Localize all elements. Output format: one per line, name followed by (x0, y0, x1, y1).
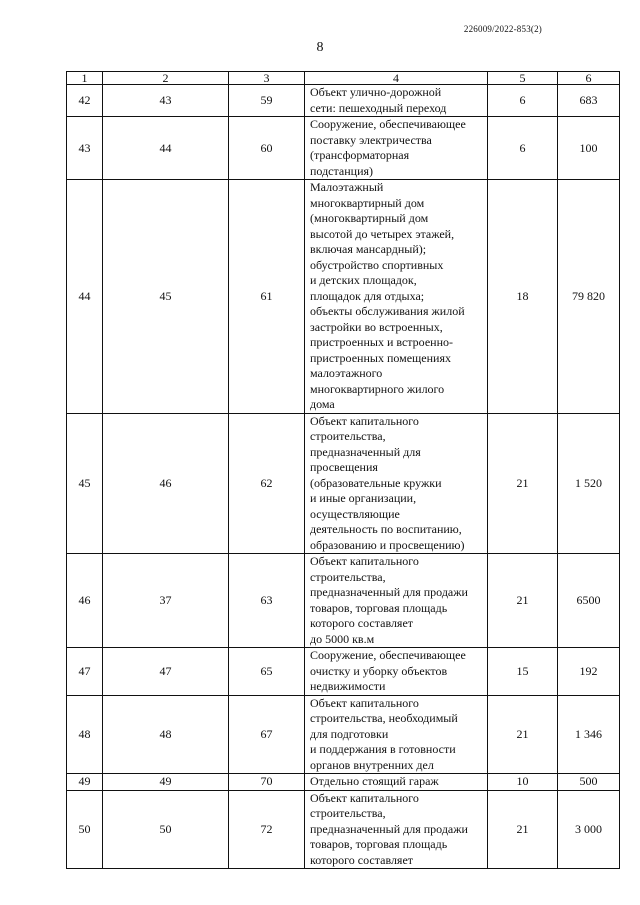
column-2-cell: 48 (103, 695, 229, 774)
column-3-cell: 63 (229, 554, 305, 648)
description-cell (305, 695, 488, 774)
description-line: строительства, (310, 429, 386, 443)
description-cell (305, 554, 488, 648)
description-line: очистку и уборку объектов (310, 663, 448, 678)
header-row (67, 72, 620, 85)
area-value-cell: 500 (558, 774, 620, 791)
description-line: многоквартирный дом (310, 195, 425, 210)
description-line: для подготовки (310, 726, 389, 741)
column-5-cell: 21 (488, 554, 558, 648)
description-line: Отдельно стоящий гараж (310, 774, 439, 788)
row-number-cell: 47 (67, 648, 103, 696)
description-line: которого составляет (310, 852, 414, 867)
description-line: органов внутренних дел (310, 757, 434, 772)
description-line: предназначенный для продажи (310, 821, 468, 836)
area-value-cell: 1 520 (558, 413, 620, 554)
table-row (67, 117, 620, 180)
column-3-cell: 67 (229, 695, 305, 774)
column-2-cell: 50 (103, 790, 229, 869)
description-line: объекты обслуживания жилой (310, 304, 465, 318)
row-number-cell: 50 (67, 790, 103, 869)
table-row (67, 413, 620, 554)
column-5-cell: 6 (488, 117, 558, 180)
description-line: товаров, торговая площадь (310, 600, 448, 615)
description-cell (305, 774, 488, 791)
description-line: сети: пешеходный переход (310, 100, 447, 115)
column-5-cell: 21 (488, 413, 558, 554)
description-line: Объект улично-дорожной (310, 85, 442, 99)
row-number-cell: 42 (67, 85, 103, 117)
description-line: Сооружение, обеспечивающее (310, 117, 466, 131)
column-3-cell: 62 (229, 413, 305, 554)
description-cell (305, 790, 488, 869)
description-line: обустройство спортивных (310, 257, 444, 272)
description-line: деятельность по воспитанию, (310, 522, 462, 536)
description-line: многоквартирного жилого (310, 381, 445, 396)
description-line: Объект капитального (310, 554, 419, 568)
description-cell (305, 648, 488, 696)
row-number-cell: 45 (67, 413, 103, 554)
area-value-cell: 6500 (558, 554, 620, 648)
description-line: товаров, торговая площадь (310, 837, 448, 851)
description-line: дома (310, 397, 335, 411)
description-line: (многоквартирный дом (310, 211, 429, 225)
page-number: 8 (316, 40, 324, 55)
row-number-cell: 46 (67, 554, 103, 648)
document-id: 226009/2022-853(2) (463, 24, 542, 34)
column-3-cell: 72 (229, 790, 305, 869)
description-line: строительства, (310, 806, 386, 820)
description-line: просвещения (310, 460, 378, 474)
column-header: 1 (67, 72, 103, 85)
description-cell (305, 413, 488, 554)
description-line: подстанция) (310, 163, 374, 178)
column-3-cell: 59 (229, 85, 305, 117)
description-line: пристроенных и встроенно- (310, 335, 453, 349)
description-line: Объект капитального (310, 695, 419, 710)
description-line: до 5000 кв.м (310, 631, 375, 646)
description-line: осуществляющие (310, 506, 400, 521)
column-3-cell: 60 (229, 117, 305, 180)
column-3-cell: 65 (229, 648, 305, 696)
description-line: предназначенный для продажи (310, 585, 468, 599)
description-line: образованию и просвещению) (310, 537, 465, 552)
area-value-cell: 1 346 (558, 695, 620, 774)
column-2-cell: 46 (103, 413, 229, 554)
table-row (67, 554, 620, 648)
column-header: 5 (488, 72, 558, 85)
column-2-cell: 43 (103, 85, 229, 117)
description-line: (образовательные кружки (310, 475, 442, 490)
column-2-cell: 37 (103, 554, 229, 648)
column-2-cell: 44 (103, 117, 229, 180)
description-line: и детских площадок, (310, 273, 417, 287)
description-line: Объект капитального (310, 413, 419, 428)
row-number-cell: 44 (67, 180, 103, 414)
description-line: пристроенных помещениях (310, 350, 451, 365)
area-value-cell: 683 (558, 85, 620, 117)
area-value-cell: 100 (558, 117, 620, 180)
description-line: (трансформаторная (310, 148, 410, 162)
column-5-cell: 21 (488, 695, 558, 774)
description-line: и иные организации, (310, 491, 417, 505)
description-line: Малоэтажный (310, 180, 384, 194)
row-number-cell: 43 (67, 117, 103, 180)
column-5-cell: 6 (488, 85, 558, 117)
column-header: 6 (558, 72, 620, 85)
description-line: строительства, (310, 569, 386, 584)
description-cell (305, 85, 488, 117)
column-3-cell: 61 (229, 180, 305, 414)
description-line: Объект капитального (310, 790, 419, 805)
area-value-cell: 3 000 (558, 790, 620, 869)
description-line: строительства, необходимый (310, 711, 458, 725)
area-value-cell: 79 820 (558, 180, 620, 414)
description-line: высотой до четырех этажей, (310, 226, 455, 241)
column-header: 2 (103, 72, 229, 85)
column-2-cell: 49 (103, 774, 229, 791)
description-line: предназначенный для (310, 444, 421, 459)
description-line: и поддержания в готовности (310, 742, 456, 756)
description-line: застройки во встроенных, (310, 319, 443, 334)
column-header: 3 (229, 72, 305, 85)
row-number-cell: 48 (67, 695, 103, 774)
table-row (67, 774, 620, 791)
description-line: включая мансардный); (310, 242, 427, 256)
area-value-cell: 192 (558, 648, 620, 696)
description-line: площадок для отдыха; (310, 288, 425, 303)
table-row (67, 85, 620, 117)
column-3-cell: 70 (229, 774, 305, 791)
description-cell (305, 180, 488, 414)
column-header: 4 (305, 72, 488, 85)
column-5-cell: 15 (488, 648, 558, 696)
row-number-cell: 49 (67, 774, 103, 791)
description-line: поставку электричества (310, 132, 432, 147)
description-line: Сооружение, обеспечивающее (310, 648, 466, 662)
description-cell (305, 117, 488, 180)
column-5-cell: 21 (488, 790, 558, 869)
table-row (67, 695, 620, 774)
table-row (67, 790, 620, 869)
description-line: которого составляет (310, 616, 414, 630)
table-row (67, 180, 620, 414)
description-line: недвижимости (310, 679, 386, 693)
column-5-cell: 18 (488, 180, 558, 414)
data-table (66, 71, 620, 869)
column-2-cell: 45 (103, 180, 229, 414)
column-5-cell: 10 (488, 774, 558, 791)
column-2-cell: 47 (103, 648, 229, 696)
description-line: малоэтажного (310, 366, 383, 380)
table-row (67, 648, 620, 696)
